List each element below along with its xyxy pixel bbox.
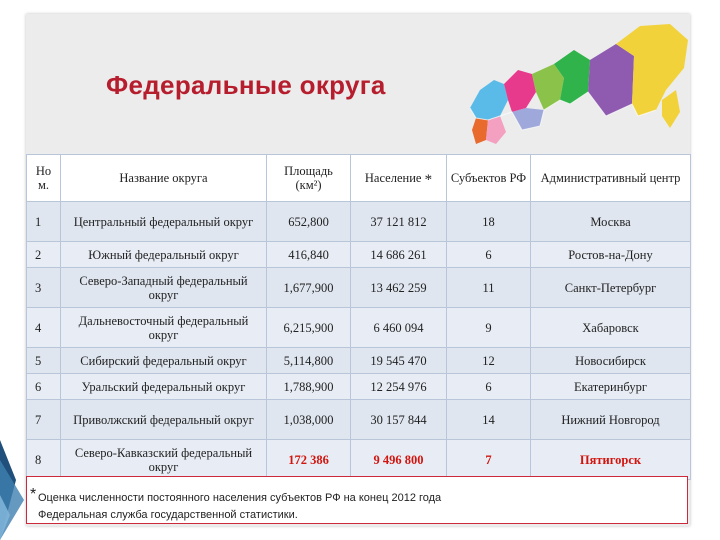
russia-federal-districts-map-icon [466,20,694,152]
cell-name: Северо-Западный федеральный округ [61,268,267,308]
cell-subjects: 12 [447,348,531,374]
footnote-source: Федеральная служба государственной статистики. [38,509,298,521]
cell-center: Пятигорск [531,440,691,480]
footnote-text: Оценка численности постоянного населения субъектов РФ на конец 2012 года [38,492,442,504]
cell-area: 172 386 [267,440,351,480]
cell-name: Северо-Кавказский федеральный округ [61,440,267,480]
cell-area: 6,215,900 [267,308,351,348]
cell-num: 6 [27,374,61,400]
cell-area: 1,788,900 [267,374,351,400]
cell-subjects: 9 [447,308,531,348]
cell-center: Нижний Новгород [531,400,691,440]
cell-subjects: 11 [447,268,531,308]
cell-center: Хабаровск [531,308,691,348]
cell-name: Приволжский федеральный округ [61,400,267,440]
header-center: Административный центр [531,155,691,202]
cell-area: 1,677,900 [267,268,351,308]
cell-num: 2 [27,242,61,268]
header-population-mark: * [424,172,433,188]
cell-name: Уральский федеральный округ [61,374,267,400]
federal-districts-table [26,154,691,480]
cell-population: 37 121 812 [351,202,447,242]
cell-area: 1,038,000 [267,400,351,440]
header-population-label: Население [364,171,422,185]
header-num: Но м. [27,155,61,202]
cell-name: Дальневосточный федеральный округ [61,308,267,348]
cell-name: Южный федеральный округ [61,242,267,268]
table-row [27,202,691,242]
cell-name: Центральный федеральный округ [61,202,267,242]
cell-population: 19 545 470 [351,348,447,374]
cell-center: Новосибирск [531,348,691,374]
cell-num: 1 [27,202,61,242]
cell-name: Сибирский федеральный округ [61,348,267,374]
cell-center: Москва [531,202,691,242]
cell-subjects: 6 [447,374,531,400]
cell-population: 14 686 261 [351,242,447,268]
cell-population: 12 254 976 [351,374,447,400]
cell-center: Екатеринбург [531,374,691,400]
table-header-row [27,155,691,202]
table-row [27,374,691,400]
table-row [27,400,691,440]
cell-subjects: 7 [447,440,531,480]
cell-num: 3 [27,268,61,308]
table-row [27,268,691,308]
cell-subjects: 14 [447,400,531,440]
cell-population: 30 157 844 [351,400,447,440]
cell-area: 652,800 [267,202,351,242]
table-row [27,348,691,374]
table-row [27,308,691,348]
table-row [27,242,691,268]
header-name: Название округа [61,155,267,202]
cell-population: 9 496 800 [351,440,447,480]
footnote-asterisk: * [30,486,37,503]
cell-num: 7 [27,400,61,440]
header-subjects: Субъектов РФ [447,155,531,202]
cell-center: Ростов-на-Дону [531,242,691,268]
cell-population: 6 460 094 [351,308,447,348]
cell-num: 4 [27,308,61,348]
cell-population: 13 462 259 [351,268,447,308]
cell-subjects: 6 [447,242,531,268]
table-row-highlighted [27,440,691,480]
cell-area: 5,114,800 [267,348,351,374]
cell-num: 8 [27,440,61,480]
cell-center: Санкт-Петербург [531,268,691,308]
cell-num: 5 [27,348,61,374]
cell-subjects: 18 [447,202,531,242]
header-area: Площадь (км²) [267,155,351,202]
header-population [351,155,447,202]
cell-area: 416,840 [267,242,351,268]
slide-title: Федеральные округа [106,70,386,100]
